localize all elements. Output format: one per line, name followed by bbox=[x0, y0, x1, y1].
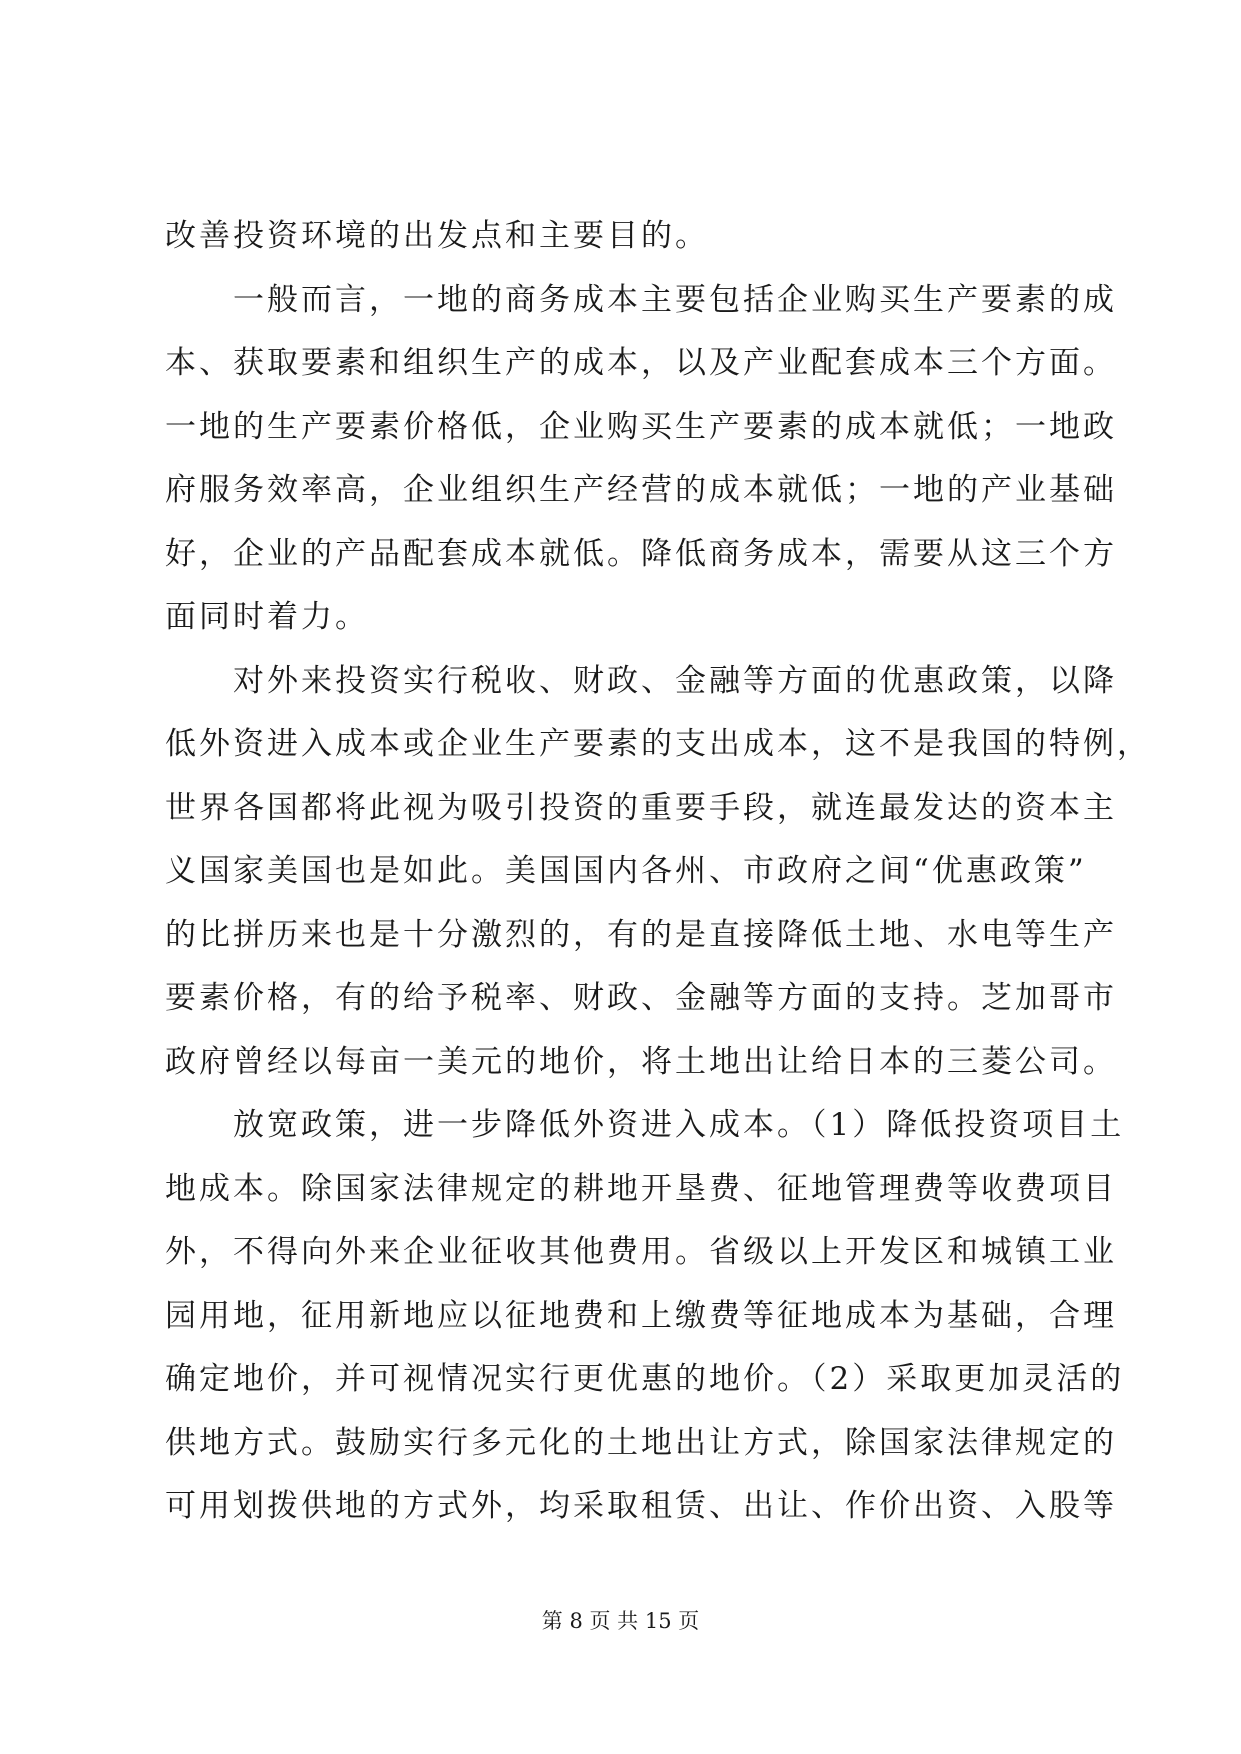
text-line: 地成本。除国家法律规定的耕地开垦费、征地管理费等收费项目 bbox=[165, 1170, 1117, 1207]
text-line: 低外资进入成本或企业生产要素的支出成本，这不是我国的特例， bbox=[165, 726, 1151, 762]
page-footer bbox=[0, 1606, 1241, 1636]
text-line: 义国家美国也是如此。美国国内各州、市政府之间“优惠政策” bbox=[165, 853, 1087, 889]
text-line: 一地的生产要素价格低，企业购买生产要素的成本就低；一地政 bbox=[165, 408, 1117, 445]
text-line: 一般而言，一地的商务成本主要包括企业购买生产要素的成 bbox=[165, 281, 1117, 318]
text-line: 确定地价，并可视情况实行更优惠的地价。（2）采取更加灵活的 bbox=[165, 1361, 1125, 1397]
text-line: 的比拼历来也是十分激烈的，有的是直接降低土地、水电等生产 bbox=[165, 916, 1117, 953]
text-line: 府服务效率高，企业组织生产经营的成本就低；一地的产业基础 bbox=[165, 472, 1117, 508]
text-line: 要素价格，有的给予税率、财政、金融等方面的支持。芝加哥市 bbox=[165, 980, 1117, 1016]
text-line: 本、获取要素和组织生产的成本，以及产业配套成本三个方面。 bbox=[165, 345, 1117, 381]
text-line: 政府曾经以每亩一美元的地价，将土地出让给日本的三菱公司。 bbox=[165, 1043, 1117, 1080]
text-line: 改善投资环境的出发点和主要目的。 bbox=[165, 218, 709, 254]
text-line: 对外来投资实行税收、财政、金融等方面的优惠政策，以降 bbox=[165, 662, 1117, 699]
text-line: 世界各国都将此视为吸引投资的重要手段，就连最发达的资本主 bbox=[165, 789, 1117, 826]
text-line: 可用划拨供地的方式外，均采取租赁、出让、作价出资、入股等 bbox=[165, 1488, 1117, 1524]
body-text bbox=[165, 205, 1151, 1539]
text-line: 供地方式。鼓励实行多元化的土地出让方式，除国家法律规定的 bbox=[165, 1424, 1117, 1461]
page-number-label: 第 8 页 共 15 页 bbox=[541, 1609, 700, 1633]
text-line: 园用地，征用新地应以征地费和上缴费等征地成本为基础，合理 bbox=[165, 1297, 1117, 1334]
text-line: 外，不得向外来企业征收其他费用。省级以上开发区和城镇工业 bbox=[165, 1234, 1117, 1270]
text-line: 面同时着力。 bbox=[165, 599, 369, 635]
text-line: 放宽政策，进一步降低外资进入成本。（1）降低投资项目土 bbox=[165, 1107, 1125, 1143]
text-line: 好，企业的产品配套成本就低。降低商务成本，需要从这三个方 bbox=[165, 535, 1117, 572]
